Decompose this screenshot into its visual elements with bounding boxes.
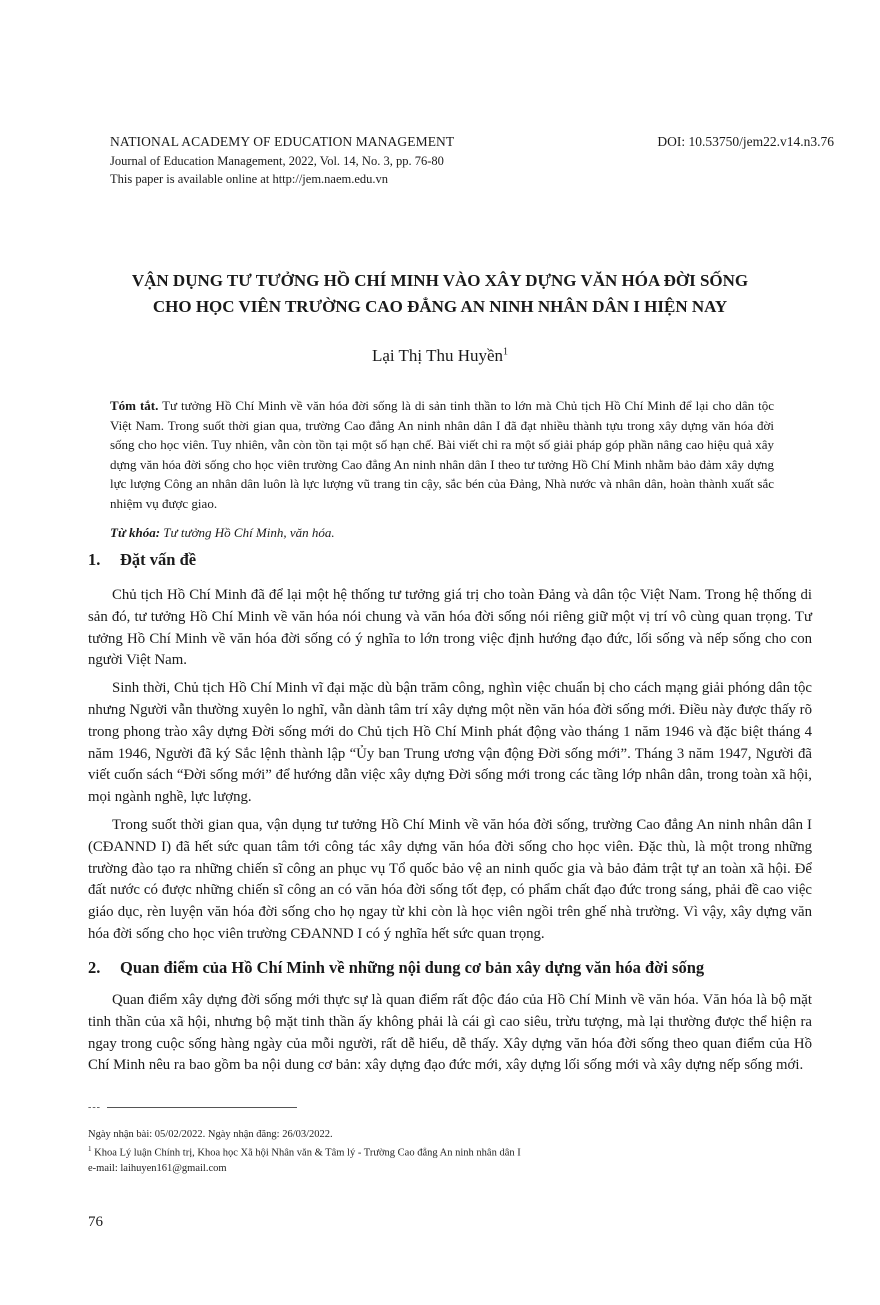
abstract-text: Tư tưởng Hồ Chí Minh về văn hóa đời sống là di sản tinh thần to lớn mà Chủ tịch Hồ Chí Minh để lại cho dân tộc Việt Nam. Trong suốt thời gian qua, trường Cao đẳng An ninh nhân dân I đã đạt nhiều thành tựu trong xây dựng văn hóa đời sống cho học viên. Tuy nhiên, vẫn còn tồn tại một số hạn chế. Bài viết chỉ ra một số giải pháp góp phần nâng cao hiệu quả xây dựng văn hóa đời sống cho học viên trường Cao đẳng An ninh nhân dân I theo tư tưởng Hồ Chí Minh nhằm bảo đảm xây dựng lực lượng Công an nhân dân luôn là lực lượng vũ trang tin cậy, sắc bén của Đảng, Nhà nước và nhân dân, hoàn thành xuất sắc nhiệm vụ được giao. [110,398,774,511]
section-1-title: Đặt vấn đề [120,550,197,569]
author-affiliation-mark: 1 [503,346,509,358]
section-1-heading [88,550,196,570]
footnote-separator [88,1102,297,1113]
page-number: 76 [88,1214,103,1230]
paragraph: Trong suốt thời gian qua, vận dụng tư tưởng Hồ Chí Minh về văn hóa đời sống, trường Cao đẳng An ninh nhân dân I (CĐANND I) đã hết sức quan tâm tới công tác xây dựng văn hóa đời sống cho học viên. Đặc thù, là một trong những trường đào tạo ra những chiến sĩ công an phục vụ Tổ quốc bảo vệ an ninh quốc gia và bảo đảm trật tự an toàn xã hội. Để đất nước có được những chiến sĩ công an có văn hóa đời sống tốt đẹp, có phẩm chất đạo đức trong sáng, phải đề cao việc giáo dục, rèn luyện văn hóa đời sống cho họ ngay từ khi còn là học viên ngồi trên ghế nhà trường. Vì vậy, xây dựng văn hóa đời sống cho học viên trường CĐANND I có ý nghĩa hết sức quan trọng. [88,816,812,942]
keywords [110,525,774,541]
footnote-affiliation-mark: 1 [88,1145,92,1153]
section-2-heading [88,958,704,978]
footnote-affiliation-row [88,1142,808,1161]
header-institution: NATIONAL ACADEMY OF EDUCATION MANAGEMENT [110,134,455,149]
header-doi: DOI: 10.53750/jem22.v14.n3.76 [657,134,834,149]
section-1-number: 1. [88,550,101,569]
keywords-text: Tư tưởng Hồ Chí Minh, văn hóa. [163,525,335,540]
footnote-dates: Ngày nhận bài: 05/02/2022. Ngày nhận đăng: 26/03/2022. [88,1129,333,1140]
abstract [110,396,774,514]
section-1-body [88,585,812,952]
paper-title [100,268,780,320]
header-availability: This paper is available online at http://jem.naem.edu.vn [110,172,389,186]
keywords-label: Từ khóa: [110,525,161,540]
paragraph: Chủ tịch Hồ Chí Minh đã để lại một hệ thống tư tưởng giá trị cho toàn Đảng và dân tộc Việt Nam. Trong hệ thống di sản đó, tư tưởng Hồ Chí Minh về văn hóa nói chung và văn hóa đời sống nói riêng giữ một vị trí vô cùng quan trọng. Tư tưởng Hồ Chí Minh về văn hóa đời sống có ý nghĩa to lớn trong việc định hướng đạo đức, lối sống và nếp sống cho con người Việt Nam. [88,587,812,669]
header-journal: Journal of Education Management, 2022, Vol. 14, No. 3, pp. 76-80 [110,154,444,168]
author [100,346,780,366]
paragraph: Quan điểm xây dựng đời sống mới thực sự là quan điểm rất độc đáo của Hồ Chí Minh về văn hóa. Văn hóa là bộ mặt tinh thần của xã hội, nhưng bộ mặt tinh thần ấy không phải là cái gì cao siêu, trừu tượng, mà lại thường được thể hiện ra ngay trong cuộc sống hàng ngày của mỗi người, rất dễ hiểu, dễ thấy. Xây dựng văn hóa đời sống theo quan điểm của Hồ Chí Minh nêu ra bao gồm ba nội dung cơ bản: xây dựng đạo đức mới, xây dựng lối sống mới và xây dựng nếp sống mới. [88,992,812,1074]
author-name: Lại Thị Thu Huyền [371,346,504,365]
section-2-number: 2. [88,958,101,977]
footnote-separator-dashes: --- [88,1102,101,1113]
title-line-2: CHO HỌC VIÊN TRƯỜNG CAO ĐẲNG AN NINH NHÂN DÂN I HIỆN NAY [152,297,728,316]
footnote-affiliation: Khoa Lý luận Chính trị, Khoa học Xã hội Nhân văn & Tâm lý - Trường Cao đẳng An ninh nhân dân I [94,1147,521,1159]
paragraph: Sinh thời, Chủ tịch Hồ Chí Minh vĩ đại mặc dù bận trăm công, nghìn việc chuẩn bị cho cách mạng giải phóng dân tộc nhưng Người vẫn thường xuyên lo nghĩ, vẫn dành tâm trí xây dựng một nền văn hóa đời sống mới. Điều này được thấy rõ trong phong trào xây dựng Đời sống mới do Chủ tịch Hồ Chí Minh phát động vào tháng 1 năm 1946 và đặc biệt tháng 4 năm 1946, Người đã ký Sắc lệnh thành lập “Ủy ban Trung ương vận động Đời sống mới”. Tháng 3 năm 1947, Người đã viết cuốn sách “Đời sống mới” để hướng dẫn việc xây dựng Đời sống mới trong các tầng lớp nhân dân, trong toàn xã hội, mọi ngành nghề, lực lượng. [88,680,812,806]
abstract-label: Tóm tắt. [110,398,159,413]
title-line-1: VẬN DỤNG TƯ TƯỞNG HỒ CHÍ MINH VÀO XÂY DỰNG VĂN HÓA ĐỜI SỐNG [131,271,749,290]
footnote-rule [107,1107,297,1108]
footnote-email: e-mail: laihuyen161@gmail.com [88,1162,227,1174]
footnotes [88,1127,808,1176]
section-2-body [88,990,812,1083]
section-2-title: Quan điểm của Hồ Chí Minh về những nội dung cơ bản xây dựng văn hóa đời sống [120,958,705,977]
